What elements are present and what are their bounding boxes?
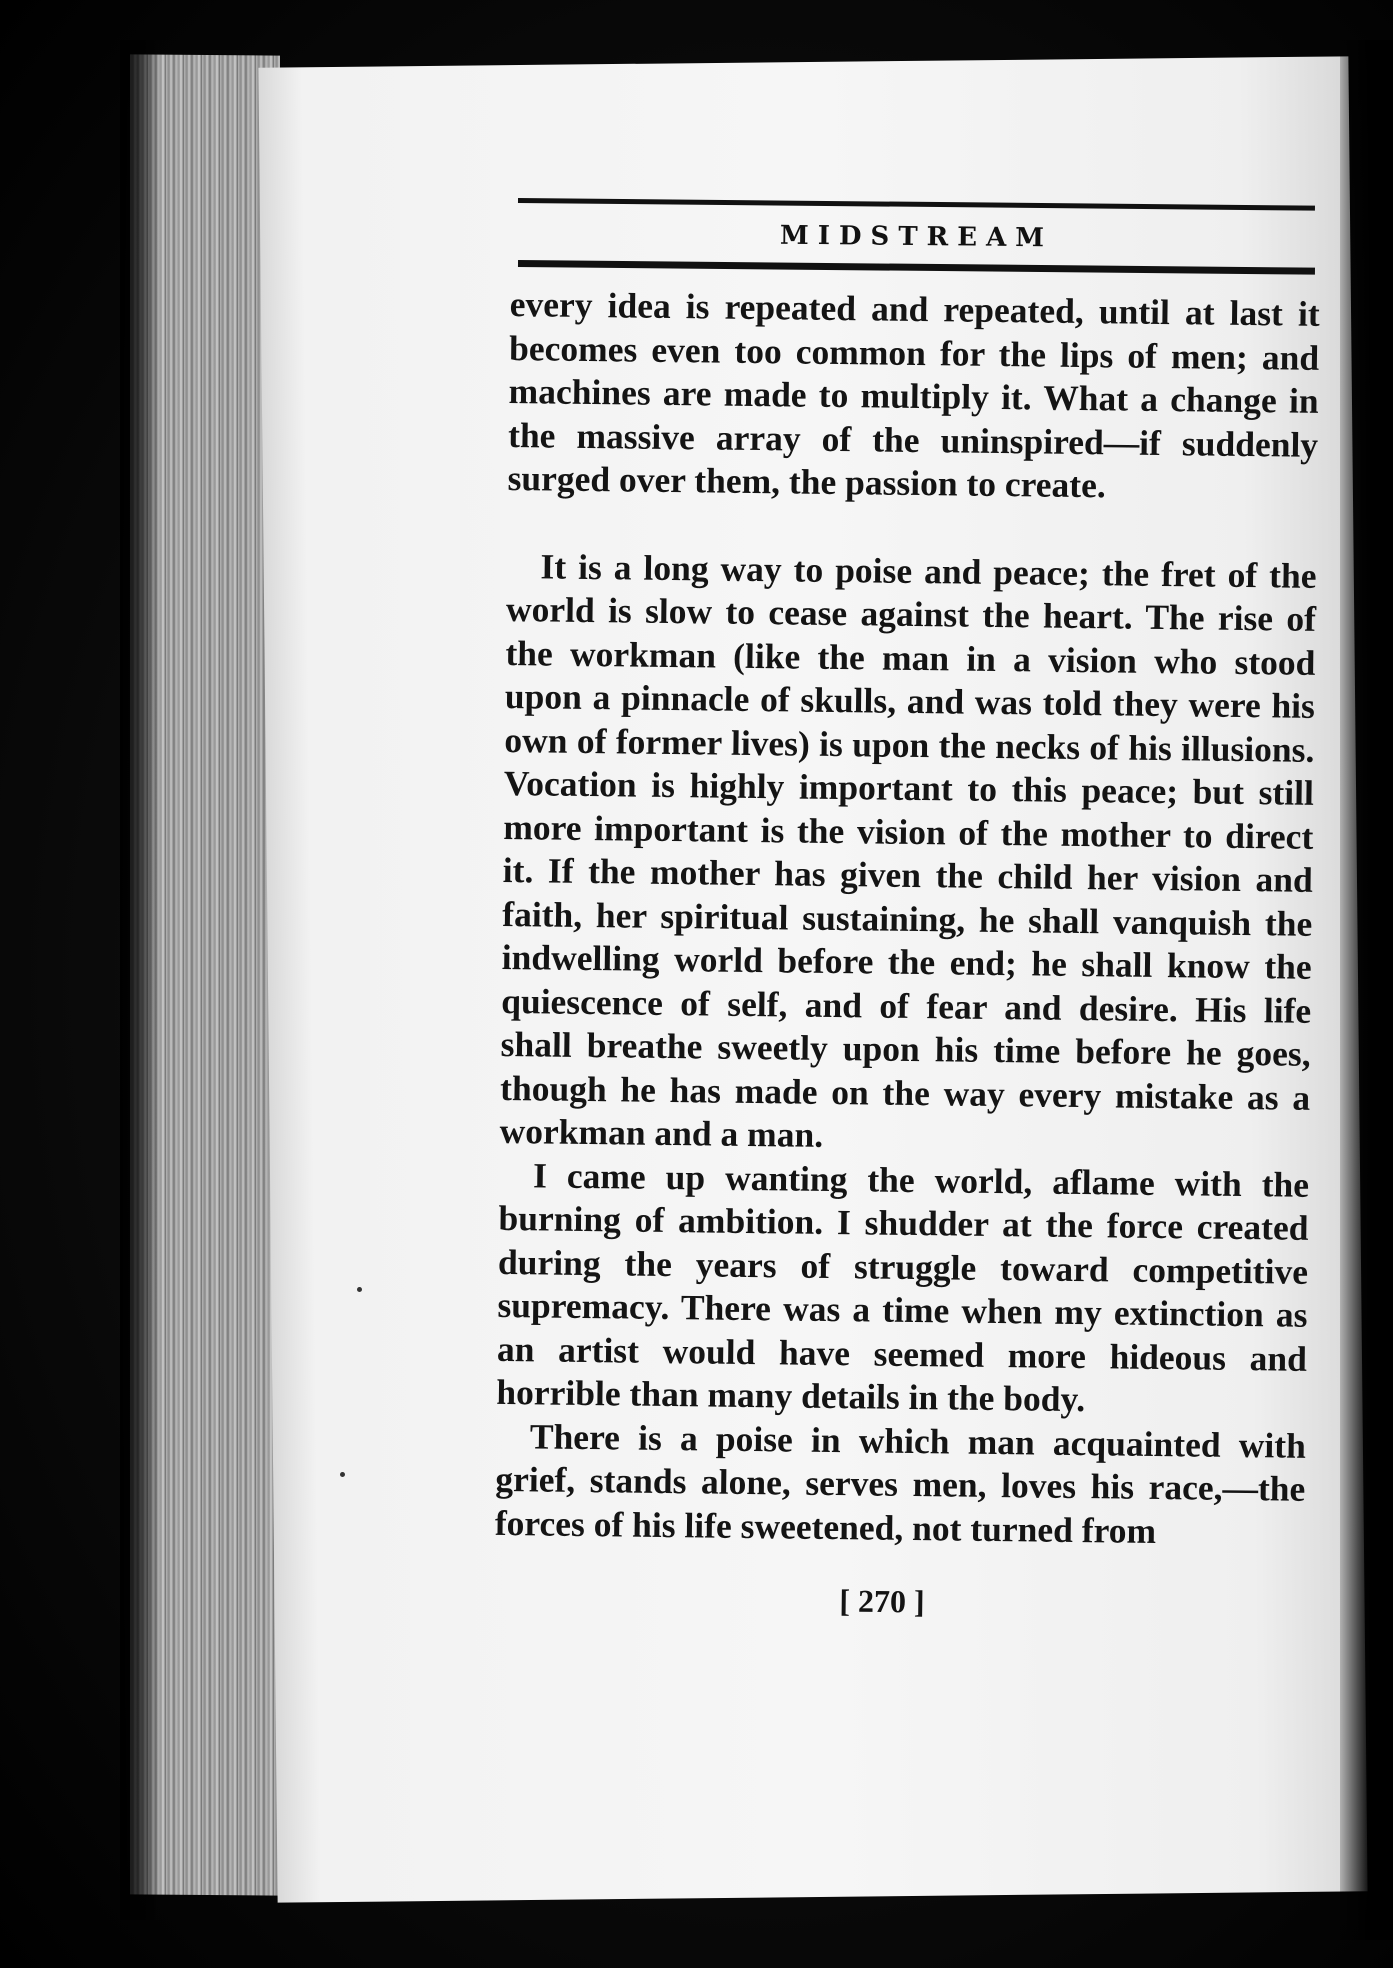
paragraph: There is a poise in which man acquainted with grief, stands alone, serves men, loves his race,—the forces of his life sweetened, not turned from [494,1415,1307,1551]
scan-speck [357,1287,362,1292]
paragraph: I came up wanting the world, aflame with the burning of ambition. I shudder at the force created during the years of struggle toward competitive supremacy. There was a time when my extinction as an artist would have seemed more hideous and horrible than many details in the body. [496,1154,1310,1420]
body-text [495,283,1320,1555]
page-number: [ 270 ] [839,1582,925,1620]
right-edge-shadow [1340,40,1393,1940]
paragraph: It is a long way to poise and peace; the fret of the world is slow to cease against the heart. The rise of the workman (like the man in a vision who stood upon a pinnacle of skulls, and was told they were his own of former lives) is upon the necks of his illusions. Vocation is highly important to this peace; but still more important is the vision of the mother to direct it. If the mother has given the child her vision and faith, her spiritual sustaining, he shall vanquish the indwelling world before the end; he shall know the quiescence of self, and of fear and desire. His life shall breathe sweetly upon his time before he goes, though he has made on the way every mistake as a workman and a man. [499,545,1317,1155]
scan-speck [340,1472,345,1477]
running-head: MIDSTREAM [779,220,1054,254]
paragraph-continued: every idea is repeated and repeated, until at last it becomes even too common for the lips of men; and machines are made to multiply it. What a change in the massive array of the uninspired—if suddenly surged over them, the passion to create. [507,283,1320,506]
binding-shadow [120,40,160,1920]
